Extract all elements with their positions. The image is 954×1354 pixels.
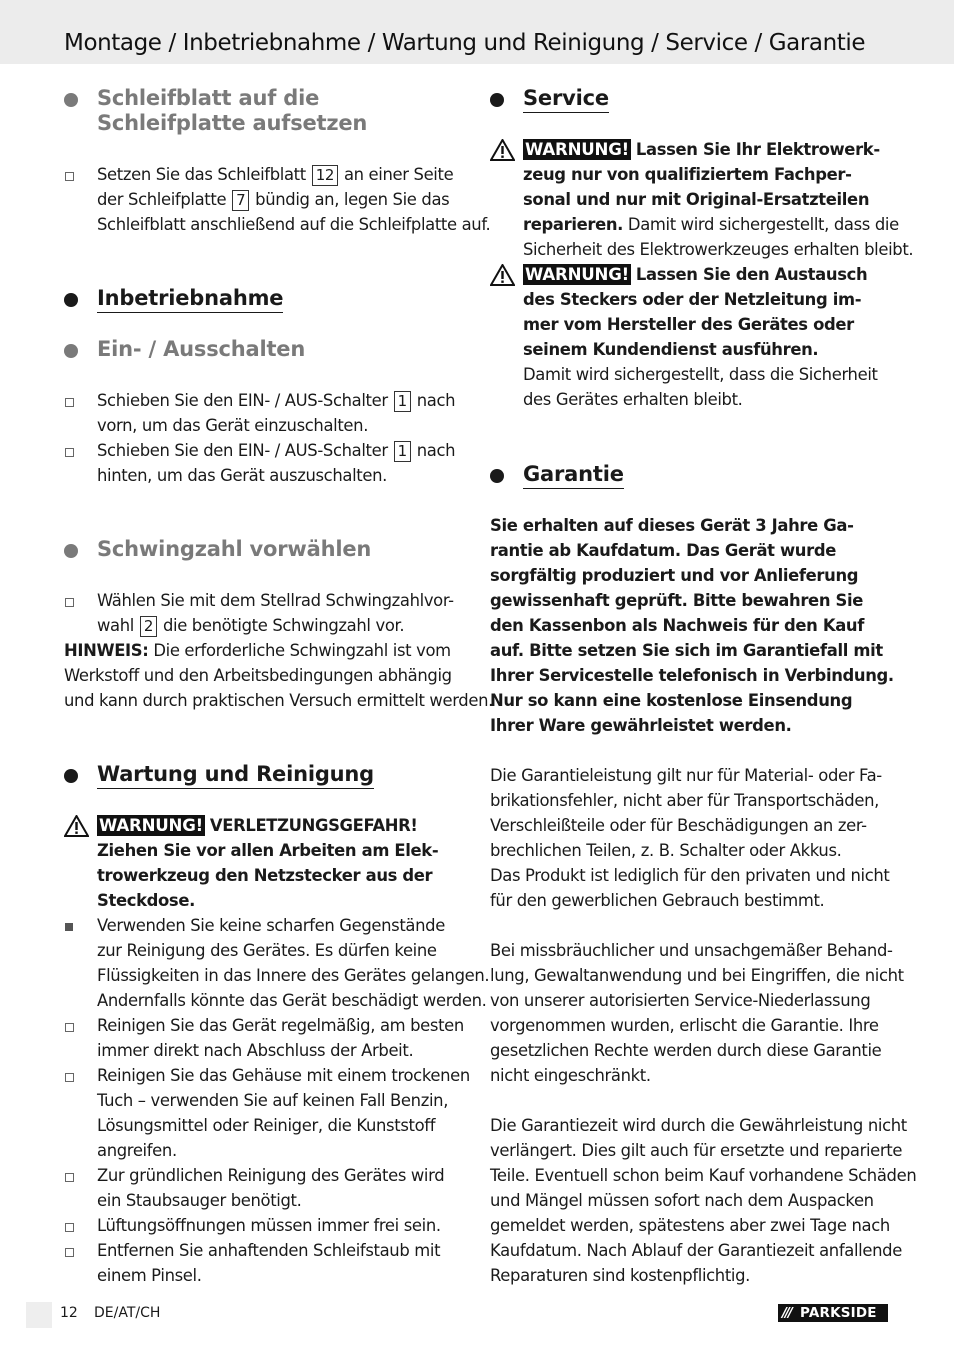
warning-triangle-icon [490,264,515,286]
text-line: den Kassenbon als Nachweis für den Kauf [490,616,865,635]
text-line: Damit wird sichergestellt, dass die Sicherheit [523,365,878,384]
warning-badge: WARNUNG! [525,140,630,159]
text-line: brikationsfehler, nicht aber für Transportschäden, [490,791,879,810]
text-line: Reparaturen sind kostenpflichtig. [490,1266,751,1285]
ref-number: 12 [312,165,338,186]
country-codes: DE/AT/CH [94,1305,161,1321]
heading-text: Inbetriebnahme [97,286,283,313]
list-square [65,598,74,607]
text-line: Andernfalls könnte das Gerät beschädigt werden. [97,991,487,1010]
text-line: Reinigen Sie das Gerät regelmäßig, am besten [97,1016,464,1035]
heading-text: Schleifblatt auf die [97,86,320,110]
heading-text: Ein- / Ausschalten [97,337,306,361]
heading-text: Schleifplatte aufsetzen [97,111,368,135]
warning-line: Ziehen Sie vor allen Arbeiten am Elek- [97,841,439,860]
text-line: der Schleifplatte 7 bündig an, legen Sie das [97,190,450,209]
list-square [65,1023,74,1032]
page-title: Montage / Inbetriebnahme / Wartung und Reinigung / Service / Garantie [64,30,866,56]
text-line: hinten, um das Gerät auszuschalten. [97,466,387,485]
list-square [65,172,74,181]
text-line: Reinigen Sie das Gehäuse mit einem trockenen [97,1066,470,1085]
text-line: Ihrer Ware gewährleistet werden. [490,716,792,735]
text-line: Werkstoff und den Arbeitsbedingungen abhängig [64,666,452,685]
warning-line: sonal und nur mit Original-Ersatzteilen [523,190,870,209]
ref-number: 2 [140,616,157,637]
text-line: ein Staubsauger benötigt. [97,1191,302,1210]
logo-stripes: /// [782,1305,791,1321]
bullet-dot [64,544,78,558]
parkside-logo [778,1304,888,1322]
list-square [65,398,74,407]
text-line: Die Garantieleistung gilt nur für Material- oder Fa- [490,766,882,785]
warning-line: des Steckers oder der Netzleitung im- [523,290,862,309]
ref-number: 1 [394,391,411,412]
warning-badge: WARNUNG! [99,816,204,835]
text-line: gesetzlichen Rechte werden durch diese Garantie [490,1041,882,1060]
text-line: Das Produkt ist lediglich für den privaten und nicht [490,866,890,885]
text-line: und Mängel müssen sofort nach dem Auspacken [490,1191,874,1210]
hinweis-label: HINWEIS: [64,641,149,660]
text-line: Flüssigkeiten in das Innere des Gerätes gelangen. [97,966,490,985]
text-line: Teile. Eventuell schon beim Kauf vorhandene Schäden [490,1166,917,1185]
warning-line: mer vom Hersteller des Gerätes oder [523,315,854,334]
text-line: Kaufdatum. Nach Ablauf der Garantiezeit anfallende [490,1241,902,1260]
text-line: Entfernen Sie anhaftenden Schleifstaub mit [97,1241,441,1260]
text-line: Bei missbräuchlicher und unsachgemäßer Behand- [490,941,893,960]
text-line: auf. Bitte setzen Sie sich im Garantiefall mit [490,641,883,660]
text-line: von unserer autorisierten Service-Niederlassung [490,991,871,1010]
ref-number: 1 [394,441,411,462]
warning-triangle-icon [490,139,515,161]
list-square [65,1248,74,1257]
text-line: Verwenden Sie keine scharfen Gegenstände [97,916,445,935]
text-line: zur Reinigung des Gerätes. Es dürfen keine [97,941,437,960]
text-line: Ihrer Servicestelle telefonisch in Verbindung. [490,666,894,685]
warning-triangle-icon [64,815,89,837]
text-line: des Gerätes erhalten bleibt. [523,390,743,409]
text-line: rantie ab Kaufdatum. Das Gerät wurde [490,541,836,560]
warning-line: seinem Kundendienst ausführen. [523,340,819,359]
list-square-filled [65,923,73,931]
text-line: Verschleißteile oder für Beschädigungen an zer- [490,816,867,835]
text-line: brechlichen Teilen, z. B. Schalter oder Akkus. [490,841,842,860]
page-number-box [26,1302,52,1328]
ref-number: 7 [232,190,249,211]
warning-line: WARNUNG! Lassen Sie Ihr Elektrowerk- [525,140,880,159]
text-line: nicht eingeschränkt. [490,1066,651,1085]
logo-text: PARKSIDE [800,1305,877,1321]
text-line: gewissenhaft geprüft. Bitte bewahren Sie [490,591,863,610]
text-line: vorgenommen wurden, erlischt die Garantie. Ihre [490,1016,879,1035]
text-line: Schieben Sie den EIN- / AUS-Schalter 1 nach [97,441,456,460]
text-line: Tuch – verwenden Sie auf keinen Fall Benzin, [97,1091,449,1110]
list-square [65,1173,74,1182]
text-line: Wählen Sie mit dem Stellrad Schwingzahlvor- [97,591,454,610]
text-line: wahl 2 die benötigte Schwingzahl vor. [97,616,405,635]
text-line: Nur so kann eine kostenlose Einsendung [490,691,853,710]
text-line: sorgfältig produziert und vor Anlieferung [490,566,859,585]
warning-line: WARNUNG! VERLETZUNGSGEFAHR! [99,816,418,835]
text-line: Schieben Sie den EIN- / AUS-Schalter 1 nach [97,391,456,410]
heading-text: Schwingzahl vorwählen [97,537,372,561]
text-line: immer direkt nach Abschluss der Arbeit. [97,1041,414,1060]
warning-line: Steckdose. [97,891,195,910]
bullet-dot [490,93,504,107]
bullet-dot [64,93,78,107]
warning-line: reparieren. Damit wird sichergestellt, dass die [523,215,899,234]
bullet-dot [64,769,78,783]
text-line: Setzen Sie das Schleifblatt 12 an einer Seite [97,165,454,184]
warning-line: WARNUNG! Lassen Sie den Austausch [525,265,868,284]
text-line: gemeldet werden, spätestens aber zwei Tage nach [490,1216,890,1235]
bullet-dot [490,469,504,483]
text-line: verlängert. Dies gilt auch für ersetzte und reparierte [490,1141,903,1160]
text-line: HINWEIS: Die erforderliche Schwingzahl ist vom [64,641,451,660]
bullet-dot [64,293,78,307]
bullet-dot [64,344,78,358]
text-line: angreifen. [97,1141,177,1160]
text-line: Schleifblatt anschließend auf die Schleifplatte auf. [97,215,491,234]
list-square [65,448,74,457]
text-line: Zur gründlichen Reinigung des Gerätes wird [97,1166,445,1185]
heading-text: Service [523,86,609,113]
text-line: Lüftungsöffnungen müssen immer frei sein. [97,1216,441,1235]
text-line: einem Pinsel. [97,1266,202,1285]
list-square [65,1223,74,1232]
heading-text: Garantie [523,462,624,489]
warning-line: trowerkzeug den Netzstecker aus der [97,866,433,885]
text-line: lung, Gewaltanwendung und bei Eingriffen, die nicht [490,966,904,985]
text-line: Lösungsmittel oder Reiniger, die Kunststoff [97,1116,436,1135]
text-line: vorn, um das Gerät einzuschalten. [97,416,369,435]
warning-badge: WARNUNG! [525,265,630,284]
list-square [65,1073,74,1082]
text-line: für den gewerblichen Gebrauch bestimmt. [490,891,825,910]
text-line: Die Garantiezeit wird durch die Gewährleistung nicht [490,1116,907,1135]
text-line: und kann durch praktischen Versuch ermittelt werden. [64,691,493,710]
heading-text: Wartung und Reinigung [97,762,374,789]
text-line: Sie erhalten auf dieses Gerät 3 Jahre Ga- [490,516,854,535]
page-number: 12 [60,1305,78,1321]
warning-line: zeug nur von qualifiziertem Fachper- [523,165,852,184]
text-line: Sicherheit des Elektrowerkzeuges erhalten bleibt. [523,240,914,259]
